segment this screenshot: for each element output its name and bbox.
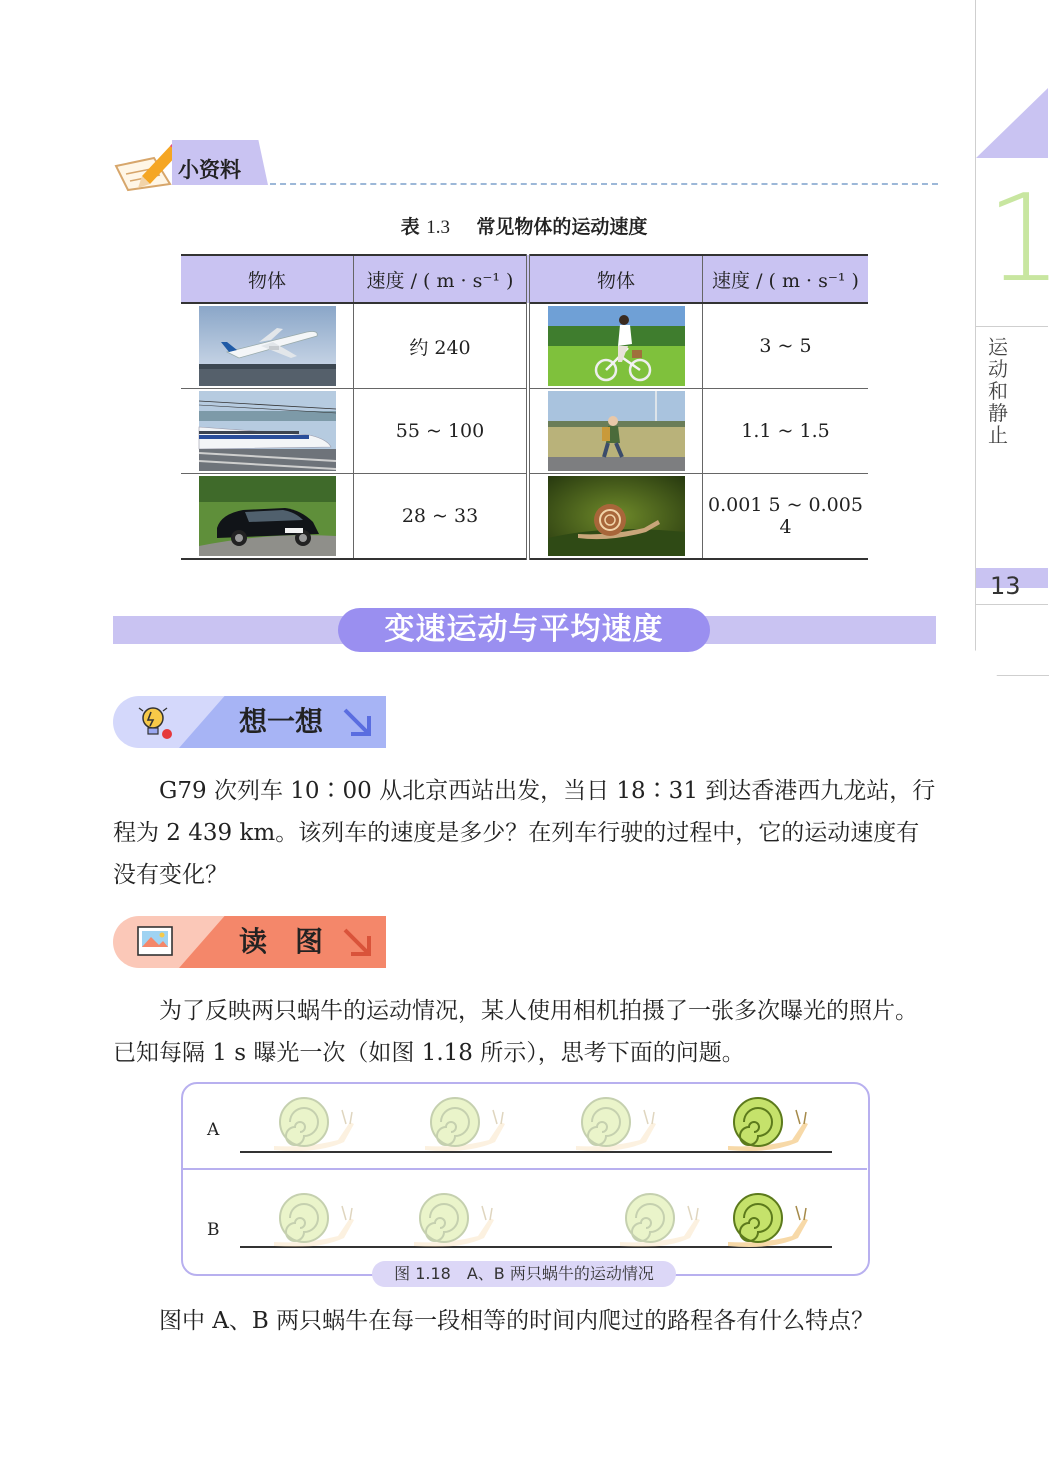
pencil-note-icon [112,140,182,192]
table-caption-prefix: 表 [400,216,420,238]
cyclist-photo [548,306,685,386]
speed-cell: 约 240 [354,303,529,389]
lightbulb-icon [135,702,175,742]
table-header: 物体 [181,255,354,303]
figure-divider [182,1168,867,1170]
table-caption [0,212,1048,239]
arrow-down-right-icon [341,926,373,958]
speed-cell: 0.001 5 ~ 0.005 4 [703,474,869,560]
read-label: 读 图 [239,925,324,958]
speed-cell: 1.1 ~ 1.5 [703,389,869,474]
snail-b-3 [614,1188,704,1248]
snail-a-4 [722,1092,812,1152]
object-photo-cell [181,303,354,389]
object-photo-cell [528,474,703,560]
table-header: 物体 [528,255,703,303]
think-banner [113,696,386,748]
snail-a-1 [268,1092,358,1152]
sidebar-divider-lower [976,604,1048,605]
speed-cell: 3 ~ 5 [703,303,869,389]
picture-icon [135,922,175,962]
sidebar-border [975,0,976,650]
speed-cell: 55 ~ 100 [354,389,529,474]
sidebar-foot [975,650,1049,676]
row-b-label: B [207,1220,220,1240]
speed-table [181,254,868,560]
table-row [181,303,868,389]
table-caption-number: 1.3 [426,217,450,238]
snail-photo [548,476,685,556]
read-paragraph: 为了反映两只蜗牛的运动情况，某人使用相机拍摄了一张多次曝光的照片。已知每隔 1 s 曝光一次（如图 1.18 所示），思考下面的问题。 [113,998,918,1066]
object-photo-cell [528,303,703,389]
chapter-title: 运动和静止 [988,335,1008,447]
table-header: 速度 / ( m · s⁻¹ ) [703,255,869,303]
snail-b-2 [408,1188,498,1248]
object-photo-cell [528,389,703,474]
table-header-row [181,255,868,303]
page-number: 13 [990,572,1021,600]
snail-b-1 [268,1188,358,1248]
section-title: 变速运动与平均速度 [384,612,664,647]
snail-a-2 [419,1092,509,1152]
speed-cell: 28 ~ 33 [354,474,529,560]
airplane-photo [199,306,336,386]
row-a-label: A [207,1120,220,1140]
object-photo-cell [181,474,354,560]
sidebar-divider [976,326,1048,327]
high-speed-train-photo [199,391,336,471]
info-divider [270,183,938,185]
walking-person-photo [548,391,685,471]
table-header: 速度 / ( m · s⁻¹ ) [354,255,529,303]
figure-caption: 图 1.18 A、B 两只蜗牛的运动情况 [372,1261,676,1287]
object-photo-cell [181,389,354,474]
snail-b-4 [722,1188,812,1248]
table-caption-text: 常见物体的运动速度 [476,216,648,238]
info-label: 小资料 [178,158,241,182]
think-label: 想一想 [239,705,324,738]
sidebar-triangle [976,88,1048,158]
table-row [181,389,868,474]
car-photo [199,476,336,556]
read-banner [113,916,386,968]
chapter-number: 1 [986,170,1062,309]
think-paragraph: G79 次列车 10∶00 从北京西站出发，当日 18∶31 到达香港西九龙站，行程为 2 439 km。该列车的速度是多少？在列车行驶的过程中，它的运动速度有没有变化？ [113,778,936,888]
table-row [181,474,868,560]
question-paragraph: 图中 A、B 两只蜗牛在每一段相等的时间内爬过的路程各有什么特点？ [159,1308,875,1334]
arrow-down-right-icon [341,706,373,738]
snail-a-3 [570,1092,660,1152]
